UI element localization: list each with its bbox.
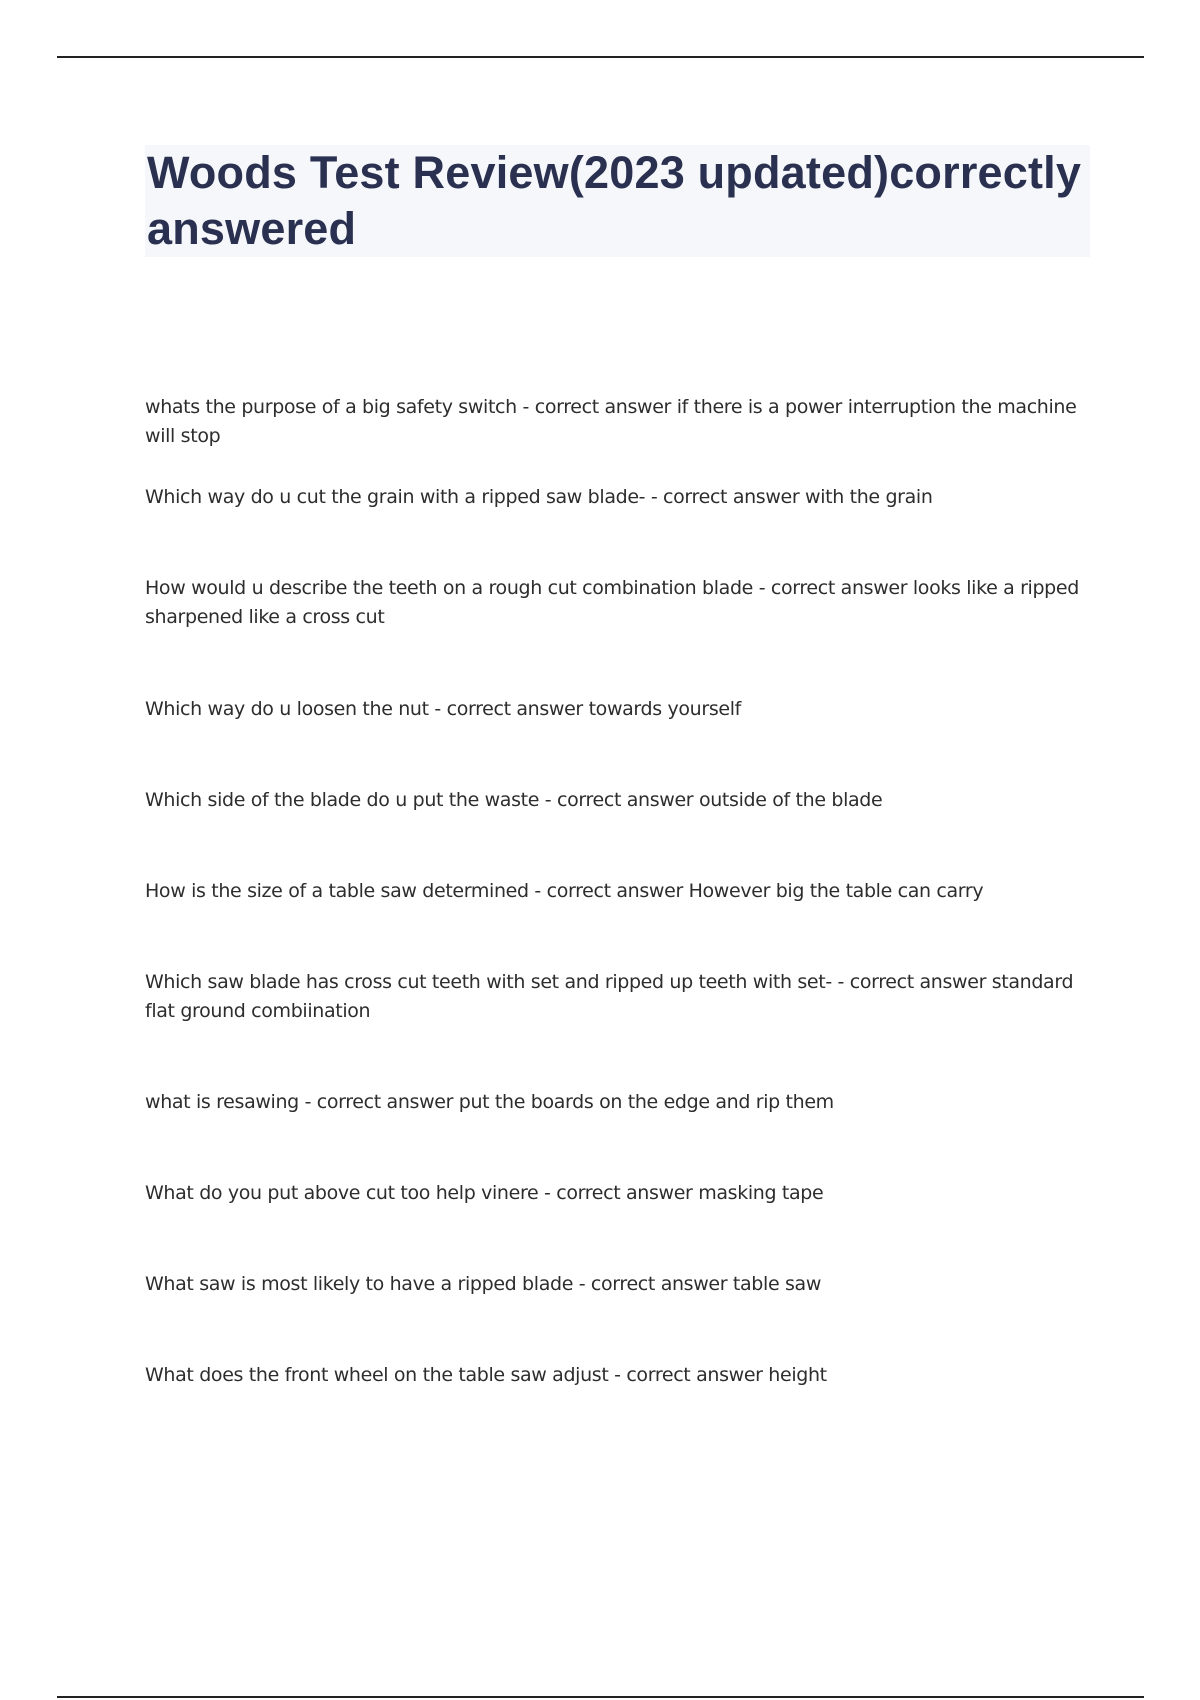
qa-item: Which way do u cut the grain with a ripped saw blade- - correct answer with the grain xyxy=(145,486,933,508)
qa-item: How would u describe the teeth on a rough cut combination blade - correct answer looks like a ripped sharpened like a cross cut xyxy=(145,577,1079,628)
qa-item: What do you put above cut too help vinere - correct answer masking tape xyxy=(145,1182,824,1204)
qa-item: whats the purpose of a big safety switch - correct answer if there is a power interruption the machine will stop xyxy=(145,396,1077,447)
page-title: Woods Test Review(2023 updated)correctly answered xyxy=(147,147,1082,254)
qa-item: What does the front wheel on the table saw adjust - correct answer height xyxy=(145,1364,827,1386)
qa-item: Which way do u loosen the nut - correct answer towards yourself xyxy=(145,698,741,720)
qa-list xyxy=(145,393,1095,1421)
qa-item: Which side of the blade do u put the waste - correct answer outside of the blade xyxy=(145,789,883,811)
title-block xyxy=(145,145,1090,257)
bottom-divider xyxy=(57,1696,1144,1698)
qa-item: what is resawing - correct answer put the boards on the edge and rip them xyxy=(145,1091,834,1113)
qa-item: How is the size of a table saw determined - correct answer However big the table can carry xyxy=(145,880,984,902)
qa-item: What saw is most likely to have a ripped blade - correct answer table saw xyxy=(145,1273,822,1295)
qa-item: Which saw blade has cross cut teeth with set and ripped up teeth with set- - correct answer standard flat ground combiination xyxy=(145,971,1074,1022)
top-divider xyxy=(57,56,1144,58)
